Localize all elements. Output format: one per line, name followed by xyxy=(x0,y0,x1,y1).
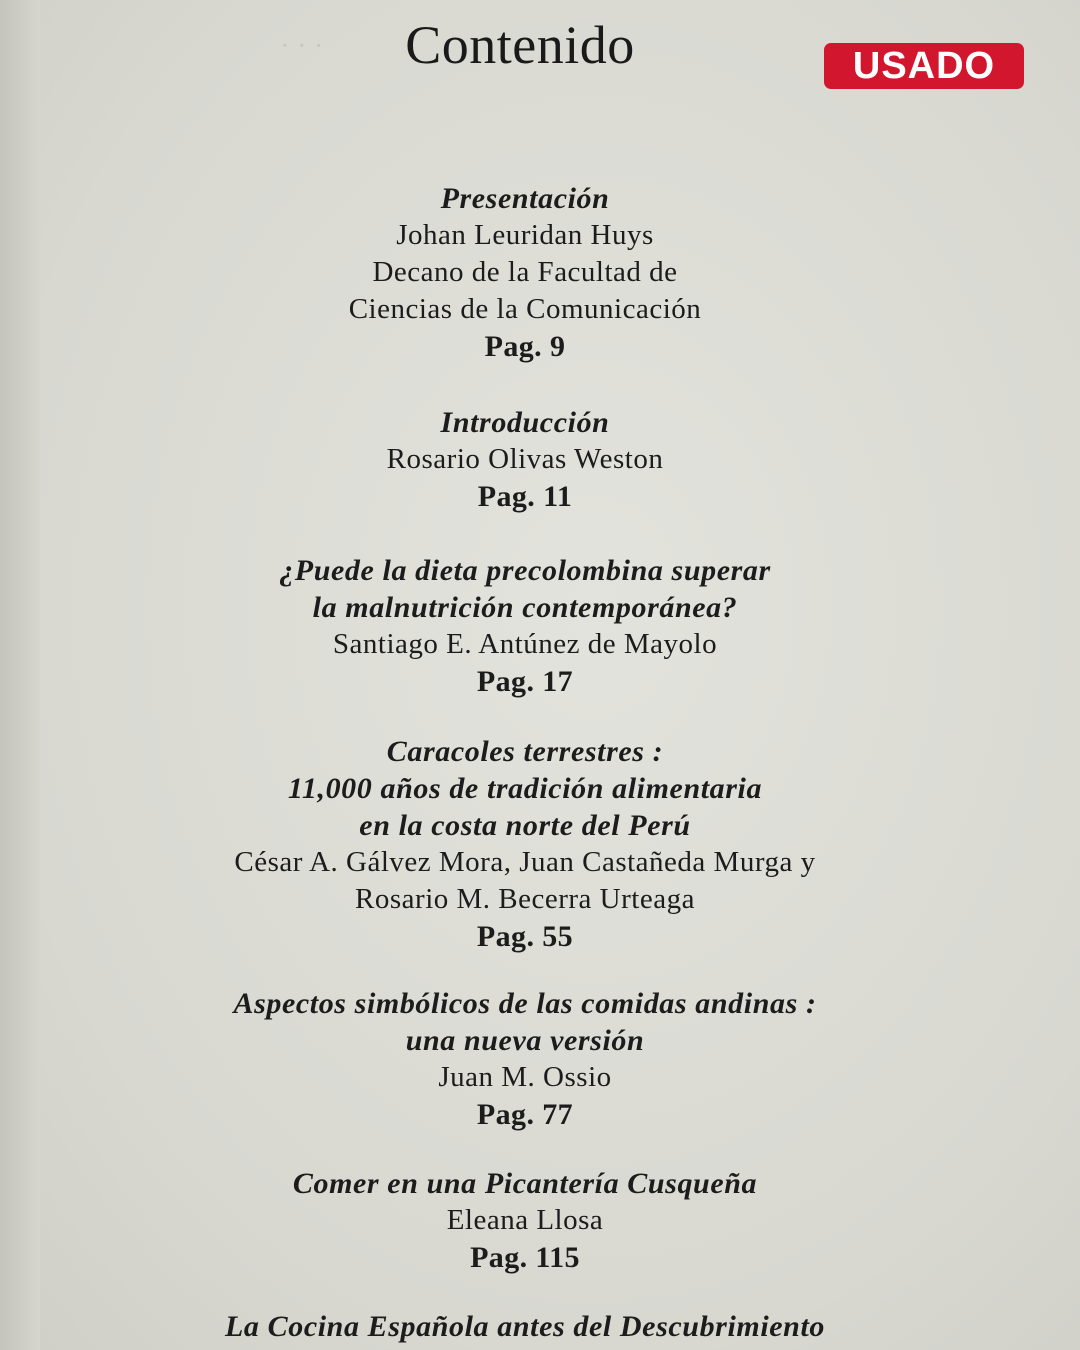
entry-author: Ciencias de la Comunicación xyxy=(348,293,702,325)
entry-author: Juan M. Ossio xyxy=(438,1061,612,1093)
entry-title: la malnutrición contemporánea? xyxy=(312,591,738,624)
entry-title: Introducción xyxy=(440,406,610,439)
page-title: Contenido xyxy=(405,15,635,75)
entry-title: La Cocina Española antes del Descubrimiento xyxy=(224,1310,825,1343)
entry-page: Pag. 9 xyxy=(484,330,566,363)
toc-entry-aspectos-simbolicos xyxy=(0,985,1050,1133)
entry-title: Caracoles terrestres : xyxy=(386,735,664,768)
entry-author: Santiago E. Antúnez de Mayolo xyxy=(332,628,718,660)
entry-title: en la costa norte del Perú xyxy=(359,809,691,842)
entry-title: 11,000 años de tradición alimentaria xyxy=(287,772,763,805)
entry-page: Pag. 55 xyxy=(476,920,574,953)
entry-author: Rosario Olivas Weston xyxy=(386,443,664,475)
toc-entry-picanteria-cusquena xyxy=(0,1165,1050,1276)
entry-title: una nueva versión xyxy=(405,1024,645,1057)
entry-author: Rosario M. Becerra Urteaga xyxy=(355,883,695,915)
toc-entry-dieta-precolombina xyxy=(0,552,1050,700)
used-badge: USADO xyxy=(824,43,1024,89)
entry-page: Pag. 115 xyxy=(470,1241,580,1274)
toc-entry-presentacion xyxy=(0,180,1050,365)
entry-title: Presentación xyxy=(440,182,610,215)
toc-entry-cocina-espanola xyxy=(0,1308,1050,1345)
entry-page: Pag. 77 xyxy=(476,1098,574,1131)
entry-author: Johan Leuridan Huys xyxy=(396,219,654,251)
entry-title: Aspectos simbólicos de las comidas andinas : xyxy=(233,987,817,1020)
entry-title: Comer en una Picantería Cusqueña xyxy=(292,1167,758,1200)
entry-author: César A. Gálvez Mora, Juan Castañeda Murga y xyxy=(234,846,816,878)
toc-entry-introduccion xyxy=(0,404,1050,515)
entry-page: Pag. 17 xyxy=(476,665,574,698)
entry-page: Pag. 11 xyxy=(477,480,573,513)
toc-entry-caracoles-terrestres xyxy=(0,733,1050,955)
entry-author: Decano de la Facultad de xyxy=(372,256,678,288)
entry-author: Eleana Llosa xyxy=(446,1204,604,1236)
show-through-text: · · · xyxy=(280,30,324,62)
entry-title: ¿Puede la dieta precolombina superar xyxy=(279,554,771,587)
